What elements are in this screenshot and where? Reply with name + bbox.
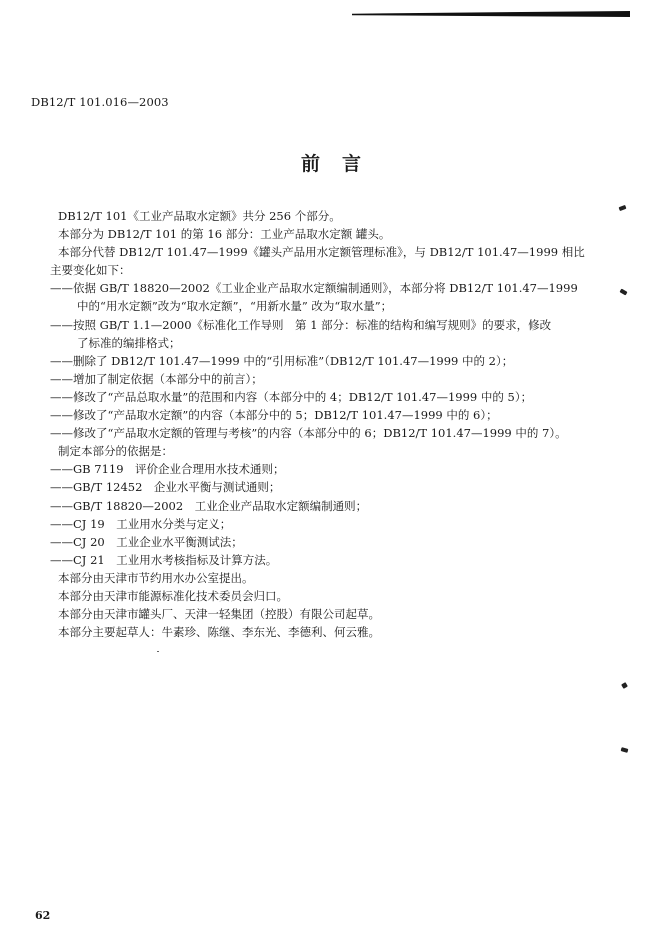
page-title: 前言 [300,153,383,175]
change-item: ——增加了制定依据（本部分中的前言）； [50,371,263,386]
change-item: ——修改了“产品取水定额的管理与考核”的内容（本部分中的 6；DB12/T 101.47—1999 中的 7）。 [50,426,567,441]
foreword-line: 主要变化如下： [50,263,131,278]
scan-mark [619,205,627,211]
foreword-body [50,207,585,641]
foreword-line: 本部分为 DB12/T 101 的第 16 部分：工业产品取水定额 罐头。 [58,227,391,242]
change-item-continuation: 了标准的编排格式； [77,335,181,350]
scan-speck [157,651,159,652]
basis-item: ——CJ 21 工业用水考核指标及计算方法。 [50,552,278,567]
document-code: DB12/T 101.016—2003 [31,95,169,109]
change-item: ——修改了“产品总取水量”的范围和内容（本部分中的 4；DB12/T 101.47—1999 中的 5）； [50,389,533,404]
scan-mark [619,289,627,296]
page-number: 62 [35,909,51,922]
change-item: ——按照 GB/T 1.1—2000《标准化工作导则 第 1 部分：标准的结构和编写规则》的要求，修改 [50,317,552,332]
scan-mark [621,747,629,753]
basis-item: ——CJ 19 工业用水分类与定义； [50,516,232,531]
change-item-continuation: 中的“用水定额”改为“取水定额”，“用新水量” 改为“取水量”； [77,299,393,314]
basis-item: ——CJ 20 工业企业水平衡测试法； [50,534,243,549]
change-item: ——依据 GB/T 18820—2002《工业企业产品取水定额编制通则》，本部分将 DB12/T 101.47—1999 [50,281,578,296]
change-item: ——删除了 DB12/T 101.47—1999 中的“引用标准”（DB12/T 101.47—1999 中的 2）； [50,353,514,368]
foreword-line: 本部分由天津市节约用水办公室提出。 [58,570,254,585]
basis-item: ——GB/T 12452 企业水平衡与测试通则； [50,480,281,495]
basis-item: ——GB 7119 评价企业合理用水技术通则； [50,462,285,477]
foreword-line: 本部分由天津市能源标准化技术委员会归口。 [58,588,288,603]
foreword-line: 本部分由天津市罐头厂、天津一轻集团（控股）有限公司起草。 [58,607,380,622]
change-item: ——修改了“产品取水定额”的内容（本部分中的 5；DB12/T 101.47—1999 中的 6）； [50,408,498,423]
foreword-line: DB12/T 101《工业产品取水定额》共分 256 个部分。 [58,209,341,223]
basis-item: ——GB/T 18820—2002 工业企业产品取水定额编制通则； [50,498,368,513]
foreword-line: 本部分代替 DB12/T 101.47—1999《罐头产品用水定额管理标准》，与 DB12/T 101.47—1999 相比 [58,245,585,260]
header-rule [352,11,630,17]
foreword-line: 本部分主要起草人：牛素珍、陈继、李东光、李德利、何云雅。 [58,625,380,640]
foreword-line: 制定本部分的依据是： [58,444,173,459]
scan-mark [621,682,628,689]
